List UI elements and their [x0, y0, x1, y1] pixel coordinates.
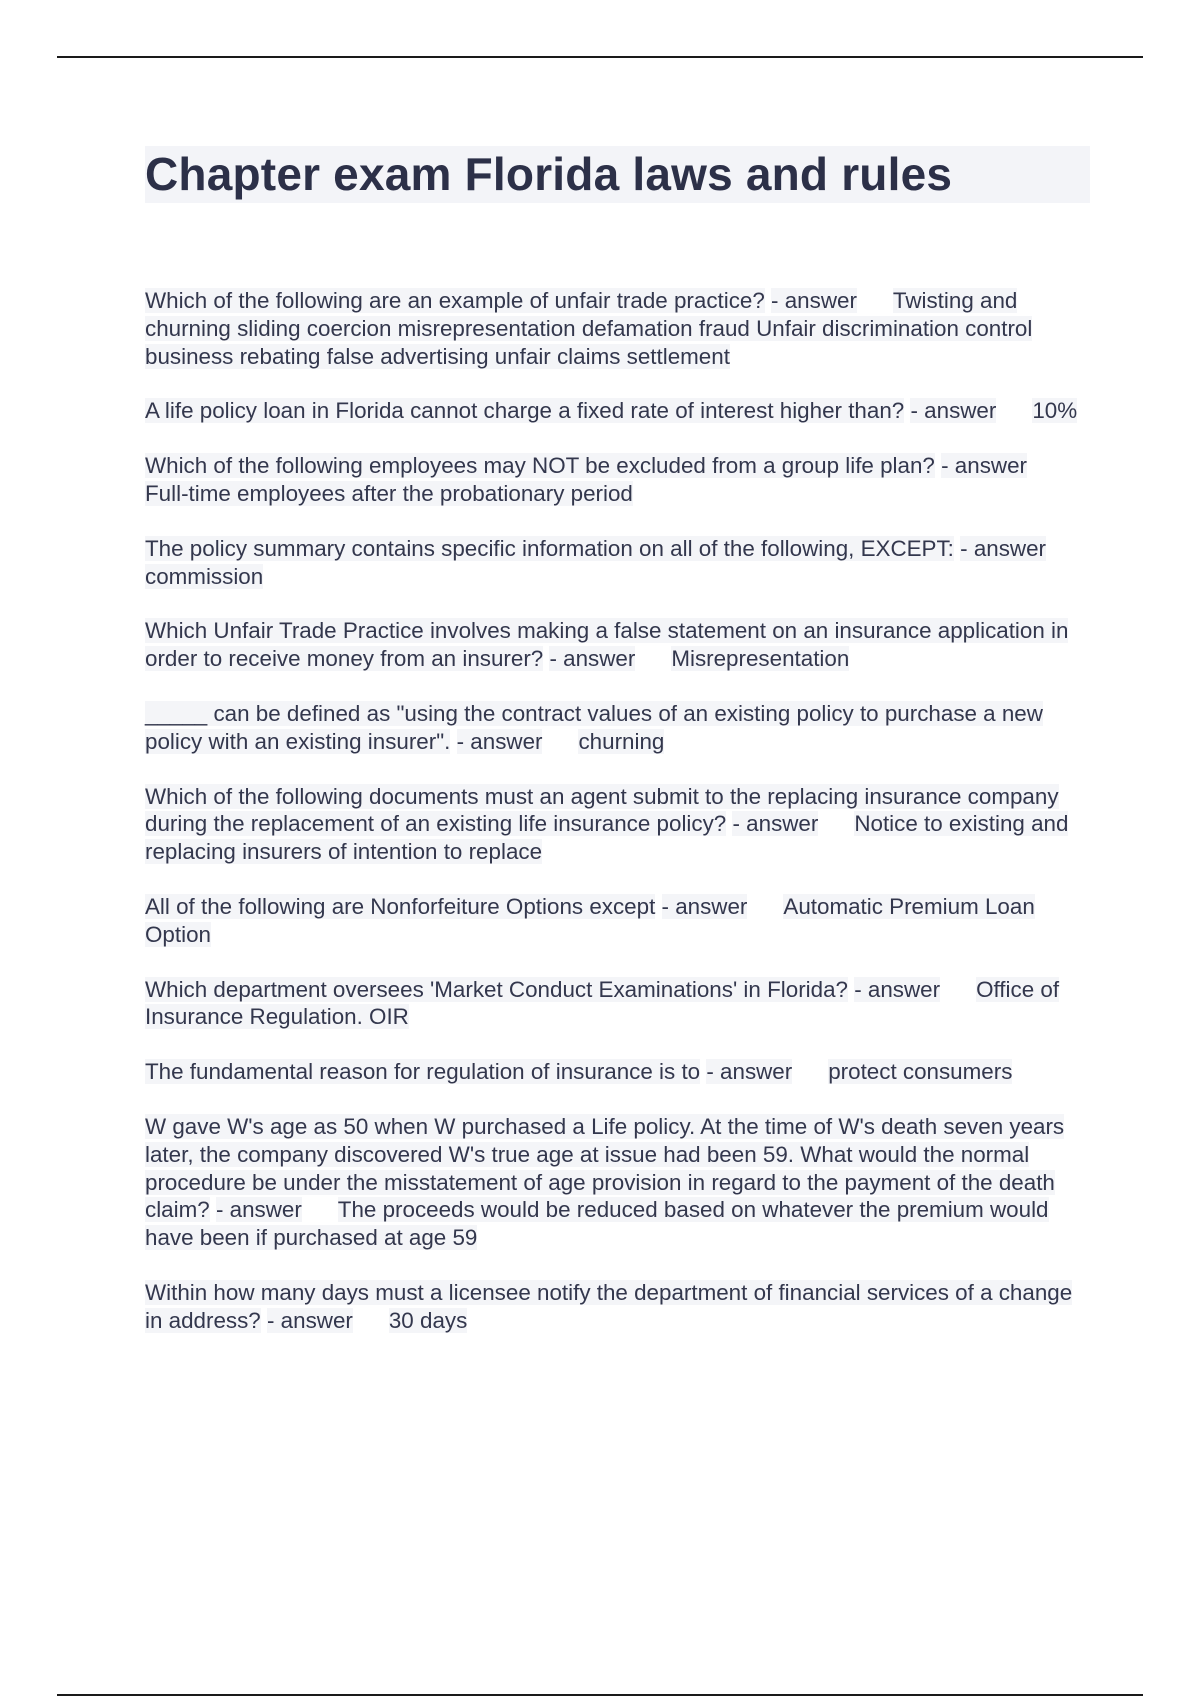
question-text: _____ can be defined as "using the contract values of an existing policy to purchase a new policy with an existing insurer".	[145, 700, 1043, 754]
footer-rule	[57, 1694, 1143, 1696]
answer-text: 10%	[1032, 398, 1078, 424]
question-text: Which of the following documents must an agent submit to the replacing insurance company during the replacement of an existing life insurance policy?	[145, 783, 1059, 837]
title-banner	[145, 146, 1090, 203]
qa-item	[145, 617, 1090, 673]
answer-text: Full-time employees after the probationary period	[145, 480, 633, 506]
answer-text: Automatic Premium Loan Option	[145, 893, 1035, 947]
answer-separator: - answer	[267, 1307, 353, 1333]
answer-text: churning	[578, 728, 665, 754]
question-text: Which Unfair Trade Practice involves making a false statement on an insurance application in order to receive money from an insurer?	[145, 618, 1069, 672]
question-text: All of the following are Nonforfeiture Options except	[145, 893, 656, 919]
qa-item	[145, 783, 1090, 866]
answer-separator: - answer	[941, 453, 1027, 479]
qa-item	[145, 535, 1090, 591]
qa-item	[145, 1058, 1090, 1086]
answer-text: Twisting and churning sliding coercion misrepresentation defamation fraud Unfair discrimination control business rebating false advertising unfair claims settlement	[145, 288, 1033, 369]
qa-item	[145, 287, 1090, 370]
question-text: The policy summary contains specific information on all of the following, EXCEPT:	[145, 535, 954, 561]
answer-separator: - answer	[960, 535, 1046, 561]
answer-separator: - answer	[661, 893, 748, 919]
page-title: Chapter exam Florida laws and rules	[145, 148, 953, 200]
answer-text: commission	[145, 563, 264, 589]
qa-item	[145, 700, 1090, 756]
answer-separator: - answer	[215, 1197, 302, 1223]
answer-text: Notice to existing and replacing insurers of intention to replace	[145, 811, 1069, 865]
question-text: A life policy loan in Florida cannot charge a fixed rate of interest higher than?	[145, 398, 905, 424]
answer-separator: - answer	[549, 646, 636, 672]
answer-text: 30 days	[388, 1307, 468, 1333]
answer-separator: - answer	[456, 728, 543, 754]
answer-separator: - answer	[706, 1059, 793, 1085]
header-rule	[57, 56, 1143, 58]
answer-separator: - answer	[771, 288, 857, 313]
qa-item	[145, 1279, 1090, 1335]
qa-item	[145, 397, 1090, 425]
answer-text: Misrepresentation	[671, 646, 850, 672]
question-text: The fundamental reason for regulation of insurance is to	[145, 1059, 701, 1085]
question-text: Within how many days must a licensee notify the department of financial services of a change in address?	[145, 1279, 1073, 1333]
answer-text: protect consumers	[828, 1059, 1013, 1085]
answer-text: Office of Insurance Regulation. OIR	[145, 976, 1060, 1030]
qa-list	[145, 287, 1090, 1335]
qa-item	[145, 452, 1090, 508]
question-text: Which of the following employees may NOT be excluded from a group life plan?	[145, 453, 935, 479]
question-text: Which department oversees 'Market Conduct Examinations' in Florida?	[145, 976, 848, 1002]
document-body	[145, 146, 1090, 1362]
question-text: W gave W's age as 50 when W purchased a Life policy. At the time of W's death seven years later, the company discovered W's true age at issue had been 59. What would the normal procedure be under the misstatement of age provision in regard to the payment of the death claim?	[145, 1113, 1065, 1223]
answer-text: The proceeds would be reduced based on whatever the premium would have been if purchased at age 59	[145, 1197, 1049, 1251]
question-text: Which of the following are an example of unfair trade practice?	[145, 288, 765, 313]
answer-separator: - answer	[854, 976, 941, 1002]
qa-item	[145, 893, 1090, 949]
qa-item	[145, 1113, 1090, 1252]
qa-item	[145, 976, 1090, 1032]
answer-separator: - answer	[910, 398, 997, 424]
answer-separator: - answer	[732, 811, 819, 837]
